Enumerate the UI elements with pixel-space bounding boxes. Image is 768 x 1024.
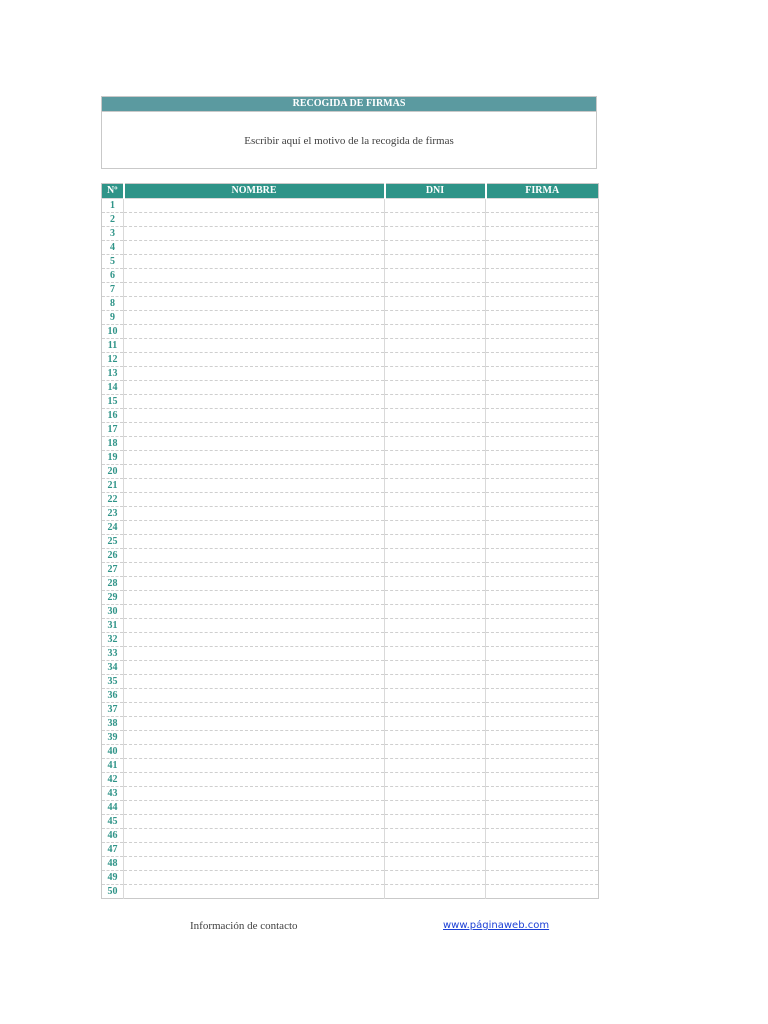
dni-cell[interactable] (385, 199, 486, 213)
name-cell[interactable] (124, 409, 385, 423)
row-number: 1 (102, 199, 124, 213)
dni-cell[interactable] (385, 339, 486, 353)
table-row (102, 339, 599, 353)
name-cell[interactable] (124, 815, 385, 829)
dni-cell[interactable] (385, 213, 486, 227)
row-number: 14 (102, 381, 124, 395)
row-number: 50 (102, 885, 124, 899)
name-cell[interactable] (124, 311, 385, 325)
table-row (102, 269, 599, 283)
signature-cell[interactable] (486, 423, 599, 437)
signature-cell[interactable] (486, 577, 599, 591)
name-cell[interactable] (124, 367, 385, 381)
table-row (102, 493, 599, 507)
row-number: 47 (102, 843, 124, 857)
column-header-number: Nº (102, 184, 124, 199)
dni-cell[interactable] (385, 619, 486, 633)
signature-cell[interactable] (486, 871, 599, 885)
name-cell[interactable] (124, 325, 385, 339)
table-row (102, 381, 599, 395)
signature-cell[interactable] (486, 591, 599, 605)
name-cell[interactable] (124, 633, 385, 647)
name-cell[interactable] (124, 395, 385, 409)
table-row (102, 451, 599, 465)
signature-cell[interactable] (486, 479, 599, 493)
row-number: 43 (102, 787, 124, 801)
signature-cell[interactable] (486, 395, 599, 409)
signature-cell[interactable] (486, 227, 599, 241)
row-number: 39 (102, 731, 124, 745)
table-row (102, 745, 599, 759)
table-row (102, 437, 599, 451)
dni-cell[interactable] (385, 829, 486, 843)
dni-cell[interactable] (385, 227, 486, 241)
signature-cell[interactable] (486, 605, 599, 619)
name-cell[interactable] (124, 521, 385, 535)
name-cell[interactable] (124, 843, 385, 857)
table-row (102, 213, 599, 227)
row-number: 9 (102, 311, 124, 325)
table-row (102, 773, 599, 787)
table-row (102, 647, 599, 661)
row-number: 36 (102, 689, 124, 703)
name-cell[interactable] (124, 507, 385, 521)
dni-cell[interactable] (385, 437, 486, 451)
dni-cell[interactable] (385, 717, 486, 731)
signature-cell[interactable] (486, 437, 599, 451)
row-number: 20 (102, 465, 124, 479)
dni-cell[interactable] (385, 507, 486, 521)
dni-cell[interactable] (385, 563, 486, 577)
signature-cell[interactable] (486, 717, 599, 731)
signature-cell[interactable] (486, 703, 599, 717)
name-cell[interactable] (124, 199, 385, 213)
row-number: 29 (102, 591, 124, 605)
row-number: 21 (102, 479, 124, 493)
name-cell[interactable] (124, 437, 385, 451)
column-header-name: NOMBRE (124, 184, 385, 199)
dni-cell[interactable] (385, 395, 486, 409)
table-row (102, 731, 599, 745)
table-row (102, 871, 599, 885)
name-cell[interactable] (124, 591, 385, 605)
row-number: 11 (102, 339, 124, 353)
signature-cell[interactable] (486, 283, 599, 297)
table-row (102, 801, 599, 815)
dni-cell[interactable] (385, 801, 486, 815)
dni-cell[interactable] (385, 647, 486, 661)
row-number: 32 (102, 633, 124, 647)
table-row (102, 521, 599, 535)
signature-cell[interactable] (486, 255, 599, 269)
row-number: 16 (102, 409, 124, 423)
row-number: 13 (102, 367, 124, 381)
name-cell[interactable] (124, 731, 385, 745)
signature-cell[interactable] (486, 465, 599, 479)
row-number: 7 (102, 283, 124, 297)
signature-cell[interactable] (486, 213, 599, 227)
signature-cell[interactable] (486, 451, 599, 465)
table-row (102, 297, 599, 311)
signature-cell[interactable] (486, 675, 599, 689)
dni-cell[interactable] (385, 535, 486, 549)
table-row (102, 255, 599, 269)
signature-cell[interactable] (486, 381, 599, 395)
row-number: 5 (102, 255, 124, 269)
row-number: 19 (102, 451, 124, 465)
row-number: 22 (102, 493, 124, 507)
row-number: 15 (102, 395, 124, 409)
signature-cell[interactable] (486, 409, 599, 423)
name-cell[interactable] (124, 703, 385, 717)
signature-cell[interactable] (486, 815, 599, 829)
dni-cell[interactable] (385, 605, 486, 619)
name-cell[interactable] (124, 423, 385, 437)
form-title: RECOGIDA DE FIRMAS (102, 97, 596, 112)
table-row (102, 507, 599, 521)
name-cell[interactable] (124, 717, 385, 731)
signature-cell[interactable] (486, 507, 599, 521)
dni-cell[interactable] (385, 871, 486, 885)
dni-cell[interactable] (385, 493, 486, 507)
name-cell[interactable] (124, 773, 385, 787)
table-row (102, 857, 599, 871)
row-number: 12 (102, 353, 124, 367)
column-header-dni: DNI (385, 184, 486, 199)
row-number: 42 (102, 773, 124, 787)
row-number: 49 (102, 871, 124, 885)
name-cell[interactable] (124, 675, 385, 689)
row-number: 26 (102, 549, 124, 563)
row-number: 35 (102, 675, 124, 689)
row-number: 18 (102, 437, 124, 451)
dni-cell[interactable] (385, 465, 486, 479)
dni-cell[interactable] (385, 703, 486, 717)
signature-cell[interactable] (486, 241, 599, 255)
row-number: 38 (102, 717, 124, 731)
dni-cell[interactable] (385, 577, 486, 591)
name-cell[interactable] (124, 213, 385, 227)
row-number: 10 (102, 325, 124, 339)
table-row (102, 563, 599, 577)
signature-cell[interactable] (486, 843, 599, 857)
table-row (102, 199, 599, 213)
name-cell[interactable] (124, 829, 385, 843)
row-number: 28 (102, 577, 124, 591)
name-cell[interactable] (124, 549, 385, 563)
row-number: 44 (102, 801, 124, 815)
dni-cell[interactable] (385, 731, 486, 745)
name-cell[interactable] (124, 605, 385, 619)
table-row (102, 535, 599, 549)
dni-cell[interactable] (385, 381, 486, 395)
dni-cell[interactable] (385, 283, 486, 297)
signature-cell[interactable] (486, 297, 599, 311)
row-number: 23 (102, 507, 124, 521)
name-cell[interactable] (124, 787, 385, 801)
name-cell[interactable] (124, 269, 385, 283)
table-row (102, 689, 599, 703)
dni-cell[interactable] (385, 297, 486, 311)
signature-cell[interactable] (486, 801, 599, 815)
signature-cell[interactable] (486, 199, 599, 213)
name-cell[interactable] (124, 283, 385, 297)
dni-cell[interactable] (385, 451, 486, 465)
name-cell[interactable] (124, 647, 385, 661)
name-cell[interactable] (124, 759, 385, 773)
row-number: 37 (102, 703, 124, 717)
signature-cell[interactable] (486, 885, 599, 899)
name-cell[interactable] (124, 227, 385, 241)
table-row (102, 423, 599, 437)
dni-cell[interactable] (385, 661, 486, 675)
row-number: 41 (102, 759, 124, 773)
table-row (102, 661, 599, 675)
signature-cell[interactable] (486, 633, 599, 647)
contact-info: Información de contacto (190, 920, 298, 932)
dni-cell[interactable] (385, 353, 486, 367)
signature-cell[interactable] (486, 493, 599, 507)
row-number: 25 (102, 535, 124, 549)
table-header-row (102, 184, 599, 199)
name-cell[interactable] (124, 535, 385, 549)
signature-cell[interactable] (486, 829, 599, 843)
table-row (102, 227, 599, 241)
signature-cell[interactable] (486, 787, 599, 801)
name-cell[interactable] (124, 661, 385, 675)
table-row (102, 479, 599, 493)
row-number: 4 (102, 241, 124, 255)
dni-cell[interactable] (385, 255, 486, 269)
row-number: 24 (102, 521, 124, 535)
row-number: 33 (102, 647, 124, 661)
name-cell[interactable] (124, 479, 385, 493)
signature-cell[interactable] (486, 745, 599, 759)
table-row (102, 325, 599, 339)
name-cell[interactable] (124, 297, 385, 311)
signature-cell[interactable] (486, 269, 599, 283)
name-cell[interactable] (124, 465, 385, 479)
dni-cell[interactable] (385, 745, 486, 759)
signature-cell[interactable] (486, 521, 599, 535)
row-number: 8 (102, 297, 124, 311)
signature-cell[interactable] (486, 661, 599, 675)
signature-cell[interactable] (486, 353, 599, 367)
row-number: 45 (102, 815, 124, 829)
dni-cell[interactable] (385, 311, 486, 325)
name-cell[interactable] (124, 745, 385, 759)
table-row (102, 591, 599, 605)
table-row (102, 815, 599, 829)
signature-cell[interactable] (486, 339, 599, 353)
signature-cell[interactable] (486, 731, 599, 745)
table-row (102, 717, 599, 731)
dni-cell[interactable] (385, 269, 486, 283)
row-number: 17 (102, 423, 124, 437)
row-number: 34 (102, 661, 124, 675)
signature-cell[interactable] (486, 325, 599, 339)
signature-cell[interactable] (486, 367, 599, 381)
dni-cell[interactable] (385, 367, 486, 381)
row-number: 46 (102, 829, 124, 843)
motive-field[interactable]: Escribir aquí el motivo de la recogida de firmas (244, 135, 454, 147)
signature-cell[interactable] (486, 619, 599, 633)
table-row (102, 619, 599, 633)
dni-cell[interactable] (385, 675, 486, 689)
name-cell[interactable] (124, 619, 385, 633)
name-cell[interactable] (124, 353, 385, 367)
name-cell[interactable] (124, 241, 385, 255)
website-link[interactable]: www.páginaweb.com (443, 920, 550, 931)
table-row (102, 465, 599, 479)
table-row (102, 549, 599, 563)
signature-cell[interactable] (486, 311, 599, 325)
row-number: 40 (102, 745, 124, 759)
dni-cell[interactable] (385, 325, 486, 339)
dni-cell[interactable] (385, 773, 486, 787)
row-number: 6 (102, 269, 124, 283)
table-row (102, 787, 599, 801)
table-row (102, 885, 599, 899)
table-row (102, 843, 599, 857)
dni-cell[interactable] (385, 633, 486, 647)
table-row (102, 633, 599, 647)
signature-cell[interactable] (486, 647, 599, 661)
table-row (102, 283, 599, 297)
dni-cell[interactable] (385, 521, 486, 535)
signature-cell[interactable] (486, 689, 599, 703)
table-row (102, 759, 599, 773)
name-cell[interactable] (124, 451, 385, 465)
dni-cell[interactable] (385, 591, 486, 605)
name-cell[interactable] (124, 885, 385, 899)
dni-cell[interactable] (385, 409, 486, 423)
name-cell[interactable] (124, 563, 385, 577)
signature-cell[interactable] (486, 563, 599, 577)
dni-cell[interactable] (385, 815, 486, 829)
table-row (102, 409, 599, 423)
row-number: 48 (102, 857, 124, 871)
name-cell[interactable] (124, 871, 385, 885)
dni-cell[interactable] (385, 787, 486, 801)
table-row (102, 605, 599, 619)
row-number: 3 (102, 227, 124, 241)
signature-cell[interactable] (486, 759, 599, 773)
signature-cell[interactable] (486, 857, 599, 871)
signature-table (101, 183, 599, 899)
signature-cell[interactable] (486, 549, 599, 563)
name-cell[interactable] (124, 857, 385, 871)
table-row (102, 367, 599, 381)
table-row (102, 675, 599, 689)
table-row (102, 395, 599, 409)
name-cell[interactable] (124, 339, 385, 353)
signature-cell[interactable] (486, 773, 599, 787)
signature-cell[interactable] (486, 535, 599, 549)
dni-cell[interactable] (385, 759, 486, 773)
dni-cell[interactable] (385, 479, 486, 493)
row-number: 27 (102, 563, 124, 577)
name-cell[interactable] (124, 381, 385, 395)
column-header-signature: FIRMA (486, 184, 599, 199)
table-row (102, 577, 599, 591)
dni-cell[interactable] (385, 689, 486, 703)
title-block (101, 96, 597, 169)
name-cell[interactable] (124, 801, 385, 815)
name-cell[interactable] (124, 689, 385, 703)
row-number: 31 (102, 619, 124, 633)
dni-cell[interactable] (385, 423, 486, 437)
table-row (102, 241, 599, 255)
name-cell[interactable] (124, 577, 385, 591)
dni-cell[interactable] (385, 241, 486, 255)
row-number: 2 (102, 213, 124, 227)
table-row (102, 829, 599, 843)
table-row (102, 353, 599, 367)
dni-cell[interactable] (385, 857, 486, 871)
dni-cell[interactable] (385, 843, 486, 857)
name-cell[interactable] (124, 493, 385, 507)
dni-cell[interactable] (385, 549, 486, 563)
dni-cell[interactable] (385, 885, 486, 899)
name-cell[interactable] (124, 255, 385, 269)
table-row (102, 311, 599, 325)
table-row (102, 703, 599, 717)
row-number: 30 (102, 605, 124, 619)
